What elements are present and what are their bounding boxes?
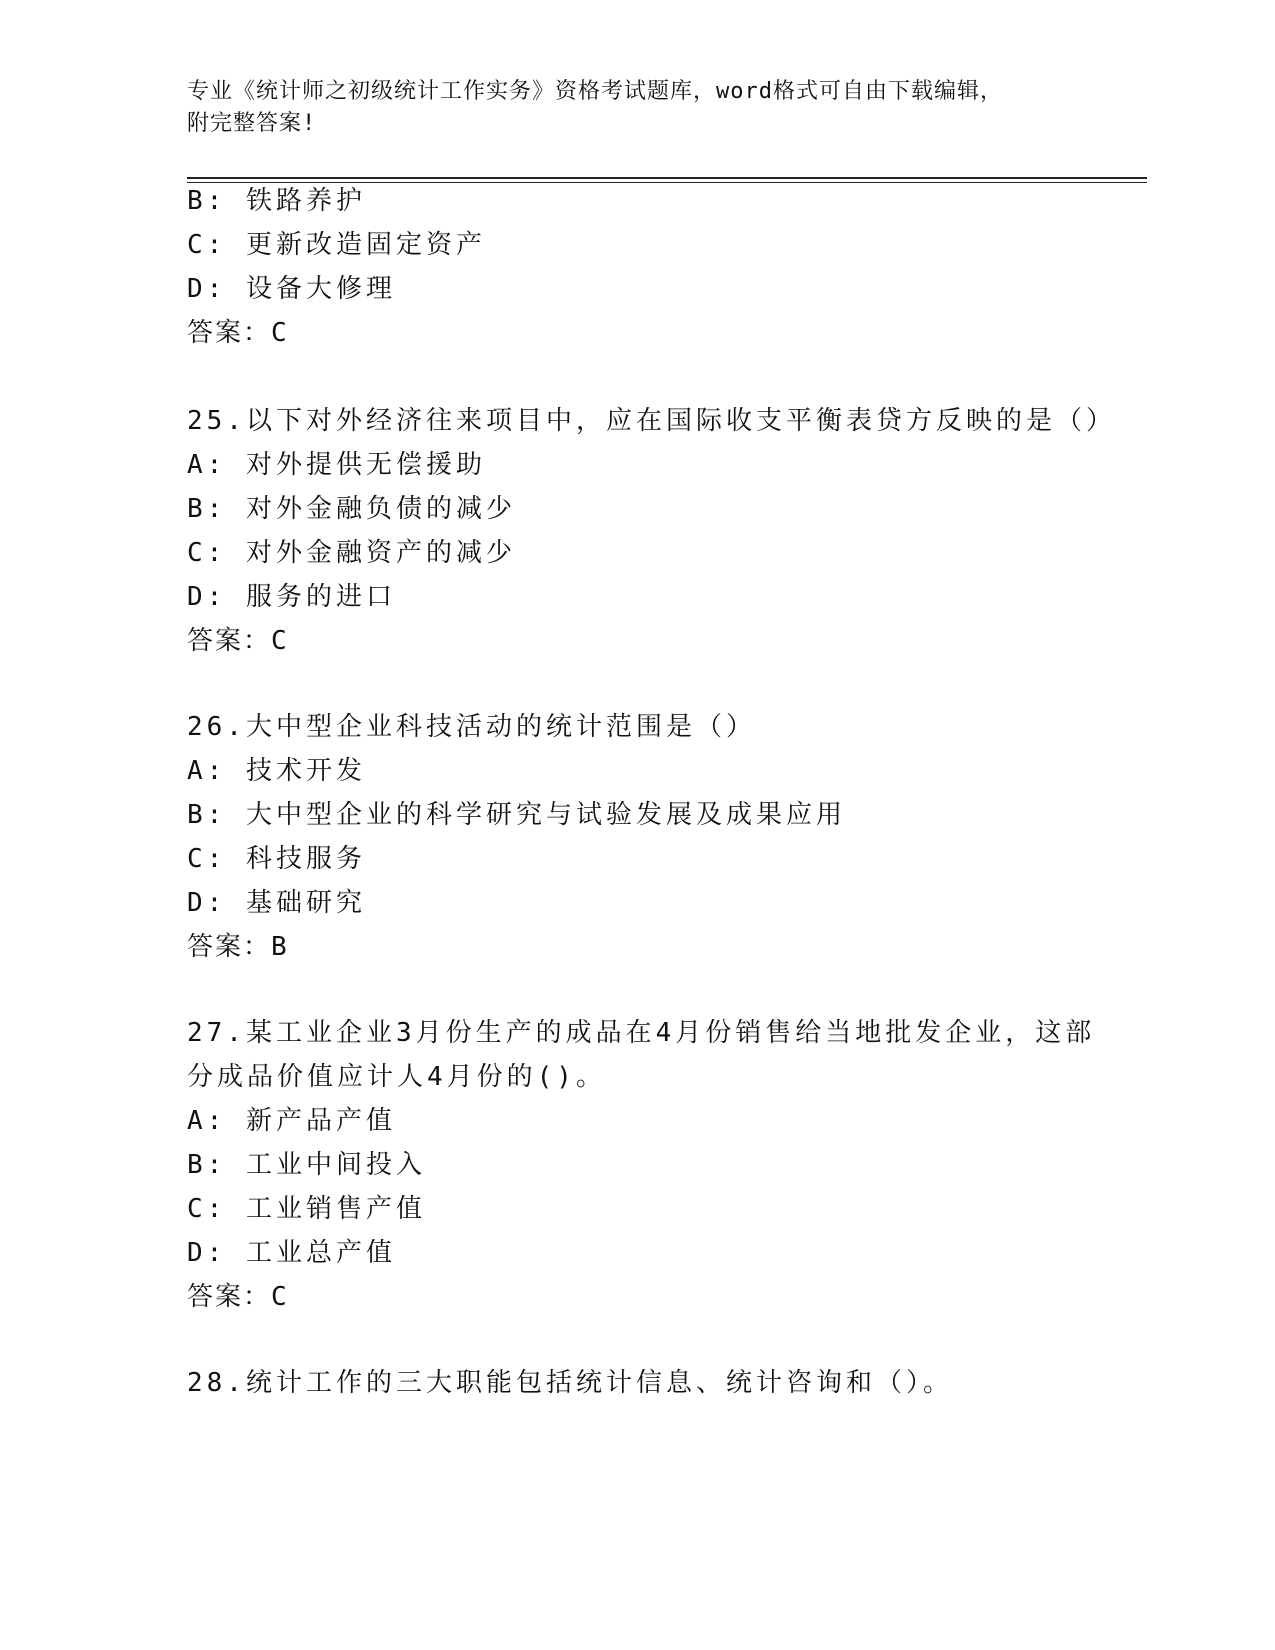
question-27-stem-line-2: 分成品价值应计人4月份的()。 — [187, 1062, 606, 1092]
document-header — [187, 76, 1087, 140]
question-27-stem-line-1: 27.某工业企业3月份生产的成品在4月份销售给当地批发企业，这部 — [187, 1018, 1096, 1048]
option-b: B: 铁路养护 — [187, 186, 366, 216]
answer: 答案：C — [187, 318, 289, 348]
header-divider-thick — [187, 177, 1147, 179]
question-25-stem: 25.以下对外经济往来项目中，应在国际收支平衡表贷方反映的是（） — [187, 406, 1116, 436]
option-d: D: 设备大修理 — [187, 274, 396, 304]
question-27-option-c: C: 工业销售产值 — [187, 1194, 426, 1224]
question-25-option-d: D: 服务的进口 — [187, 582, 396, 612]
question-26-option-d: D: 基础研究 — [187, 888, 366, 918]
question-27-option-a: A: 新产品产值 — [187, 1106, 396, 1136]
question-26-option-c: C: 科技服务 — [187, 844, 366, 874]
question-26-stem: 26.大中型企业科技活动的统计范围是（） — [187, 712, 756, 742]
question-25-option-b: B: 对外金融负债的减少 — [187, 494, 516, 524]
question-28-stem: 28.统计工作的三大职能包括统计信息、统计咨询和（）。 — [187, 1368, 953, 1398]
header-line-2: 附完整答案! — [187, 111, 317, 136]
question-26-option-b: B: 大中型企业的科学研究与试验发展及成果应用 — [187, 800, 846, 830]
header-divider-thin — [187, 182, 1147, 183]
question-27-option-d: D: 工业总产值 — [187, 1238, 396, 1268]
question-26-answer: 答案：B — [187, 932, 289, 962]
option-c: C: 更新改造固定资产 — [187, 230, 486, 260]
question-27-answer: 答案：C — [187, 1282, 289, 1312]
question-25-option-c: C: 对外金融资产的减少 — [187, 538, 516, 568]
question-27-option-b: B: 工业中间投入 — [187, 1150, 426, 1180]
question-25-answer: 答案：C — [187, 626, 289, 656]
question-26-option-a: A: 技术开发 — [187, 756, 366, 786]
question-25-option-a: A: 对外提供无偿援助 — [187, 450, 486, 480]
header-line-1: 专业《统计师之初级统计工作实务》资格考试题库，word格式可自由下载编辑， — [187, 79, 1003, 104]
